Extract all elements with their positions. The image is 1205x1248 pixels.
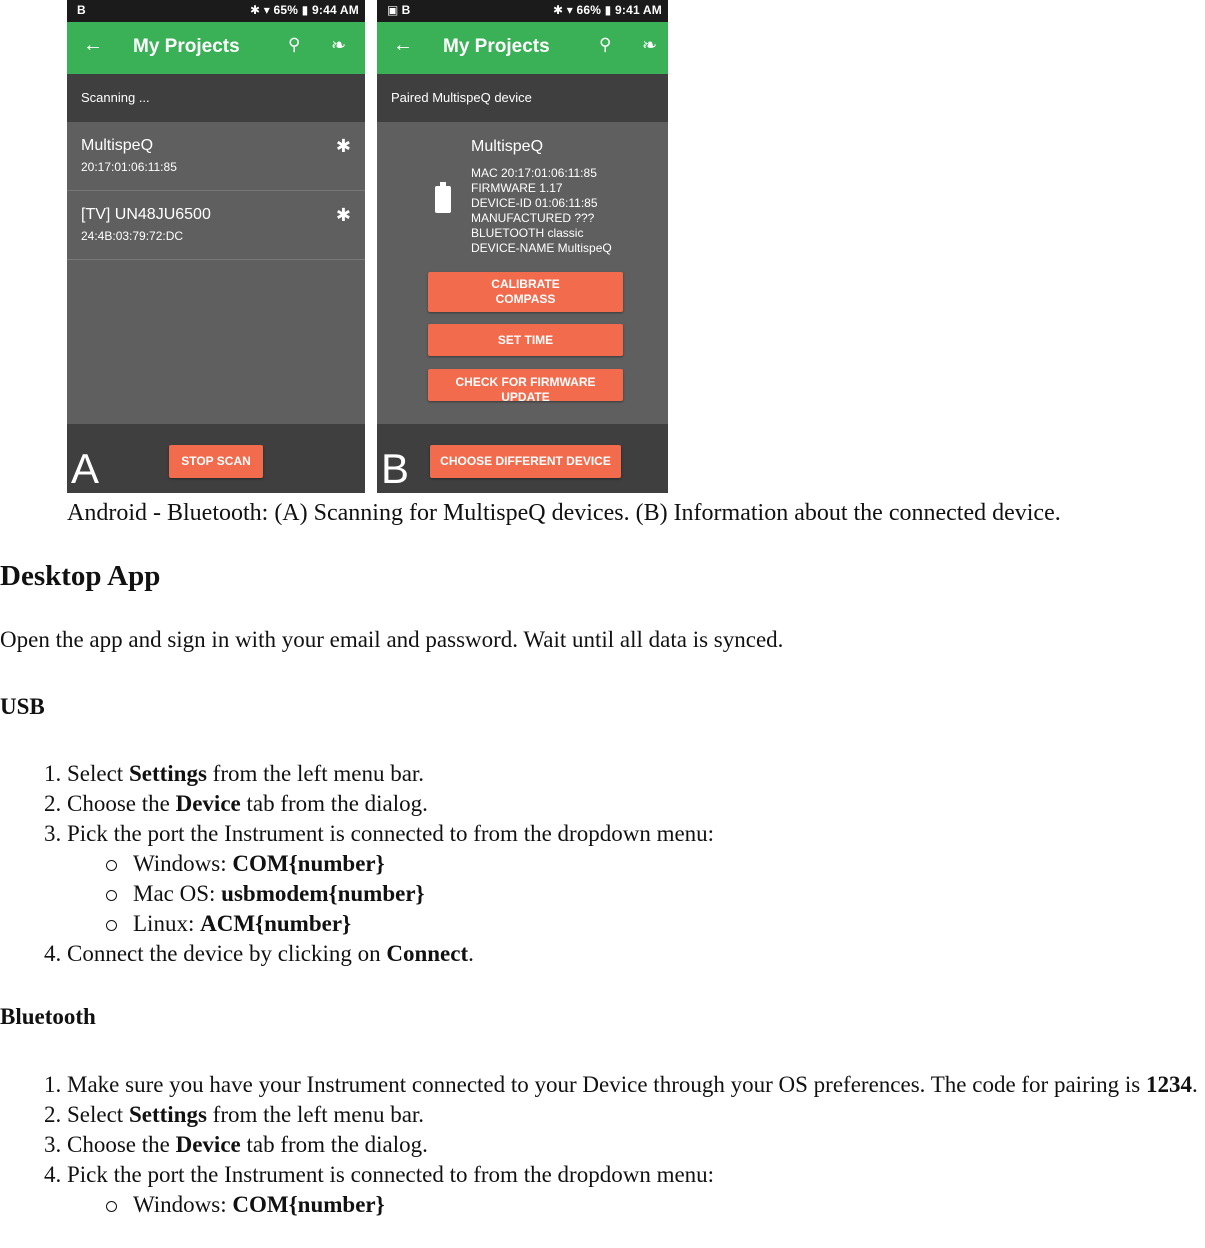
port-value: COM{number} [232,1192,385,1217]
connect-label: Connect [386,941,469,966]
android-screenshots-figure [67,0,668,493]
back-arrow-icon[interactable]: ← [83,34,103,56]
step-text: Select [67,761,129,786]
os-port-list [67,1190,1205,1220]
button-label-line: COMPASS [495,292,556,306]
app-bar-title: My Projects [133,36,240,57]
battery-icon [435,186,451,213]
os-port-item [133,849,1205,879]
info-line: BLUETOOTH classic [471,226,584,240]
device-name: MultispeQ [471,138,544,155]
list-item [67,939,1205,969]
check-firmware-button[interactable] [428,369,623,401]
status-right: ✱ ▾ 65% ▮ 9:44 AM [249,3,359,17]
os-label: Windows: [133,1192,233,1217]
device-name: [TV] UN48JU6500 [81,206,211,223]
search-icon[interactable]: ⚲ [599,35,612,54]
bluetooth-icon: ✱ [335,205,351,225]
step-text: from the left menu bar. [206,1102,425,1127]
settings-label: Settings [128,1102,207,1127]
phone-screenshot-b [377,0,668,493]
panel-letter-b: B [381,445,410,492]
bluetooth-steps [0,1070,1205,1220]
device-mac: 24:4B:03:79:72:DC [81,229,184,243]
list-item [67,1070,1205,1100]
step-text: Choose the [67,1132,176,1157]
info-line: DEVICE-ID 01:06:11:85 [471,196,598,210]
status-left: ▣ B [387,3,411,17]
figure-caption: Android - Bluetooth: (A) Scanning for MultispeQ devices. (B) Information about the connected device. [67,500,1061,526]
list-item [67,819,1205,939]
step-text: Make sure you have your Instrument connected to your Device through your OS preferences. The code for pairing is [67,1072,1146,1097]
os-label: Windows: [133,851,233,876]
section-heading-desktop-app: Desktop App [0,560,161,592]
device-list-item[interactable] [67,191,365,260]
leaf-icon[interactable]: ❧ [331,35,347,55]
set-time-button[interactable]: SET TIME [428,324,623,356]
os-port-item [133,1190,1205,1220]
status-bar [67,0,365,22]
leaf-icon[interactable]: ❧ [642,35,658,55]
info-line: DEVICE-NAME MultispeQ [471,241,612,255]
step-text: . [1191,1072,1198,1097]
device-label: Device [175,1132,241,1157]
port-value: COM{number} [232,851,385,876]
intro-paragraph: Open the app and sign in with your email and password. Wait until all data is synced. [0,627,784,652]
search-icon[interactable]: ⚲ [288,35,301,54]
os-port-item [133,879,1205,909]
stop-scan-button[interactable]: STOP SCAN [169,445,263,478]
os-port-list [67,849,1205,939]
list-item [67,759,1205,789]
step-text: Select [67,1102,129,1127]
button-label-line: UPDATE [501,390,550,401]
status-left: B [77,3,86,17]
info-line: MAC 20:17:01:06:11:85 [471,166,597,180]
step-text: tab from the dialog. [240,791,428,816]
subheading-bluetooth: Bluetooth [0,1004,96,1029]
panel-letter-a: A [71,445,100,492]
step-text: Pick the port the Instrument is connected to from the dropdown menu: [67,821,715,846]
button-label-line: CHECK FOR FIRMWARE [455,375,596,389]
pairing-code: 1234 [1145,1072,1192,1097]
device-info [471,166,612,256]
list-item [67,1160,1205,1220]
usb-steps [0,759,1205,969]
step-text: from the left menu bar. [206,761,425,786]
step-text: Connect the device by clicking on [67,941,387,966]
scanning-bar [67,74,365,122]
app-bar-title: My Projects [443,36,550,57]
step-text: Choose the [67,791,176,816]
button-label-line: CALIBRATE [491,277,560,291]
back-arrow-icon[interactable]: ← [393,34,413,56]
subheading-usb: USB [0,694,45,719]
device-mac: 20:17:01:06:11:85 [81,160,177,174]
os-label: Mac OS: [133,881,222,906]
app-bar [67,22,365,74]
step-text: tab from the dialog. [240,1132,428,1157]
os-port-item [133,909,1205,939]
step-text: . [468,941,474,966]
info-line: MANUFACTURED ??? [471,211,595,225]
figure-separator [365,0,377,493]
calibrate-compass-button[interactable] [428,272,623,312]
app-bar [377,22,668,74]
list-item [67,1100,1205,1130]
scanning-text: Scanning ... [81,90,150,105]
device-name: MultispeQ [81,137,154,154]
choose-different-device-button[interactable]: CHOOSE DIFFERENT DEVICE [430,445,621,478]
paired-device-text: Paired MultispeQ device [391,90,532,105]
step-text: Pick the port the Instrument is connected to from the dropdown menu: [67,1162,715,1187]
list-item [67,1130,1205,1160]
status-right: ✱ ▾ 66% ▮ 9:41 AM [552,3,662,17]
os-label: Linux: [133,911,201,936]
device-list-item[interactable] [67,122,365,191]
port-value: usbmodem{number} [221,881,425,906]
list-item [67,789,1205,819]
status-bar [377,0,668,22]
phone-screenshot-a [67,0,365,493]
info-line: FIRMWARE 1.17 [471,181,563,195]
device-label: Device [175,791,241,816]
paired-device-bar [377,74,668,122]
port-value: ACM{number} [200,911,352,936]
settings-label: Settings [128,761,207,786]
bluetooth-icon: ✱ [335,136,351,156]
